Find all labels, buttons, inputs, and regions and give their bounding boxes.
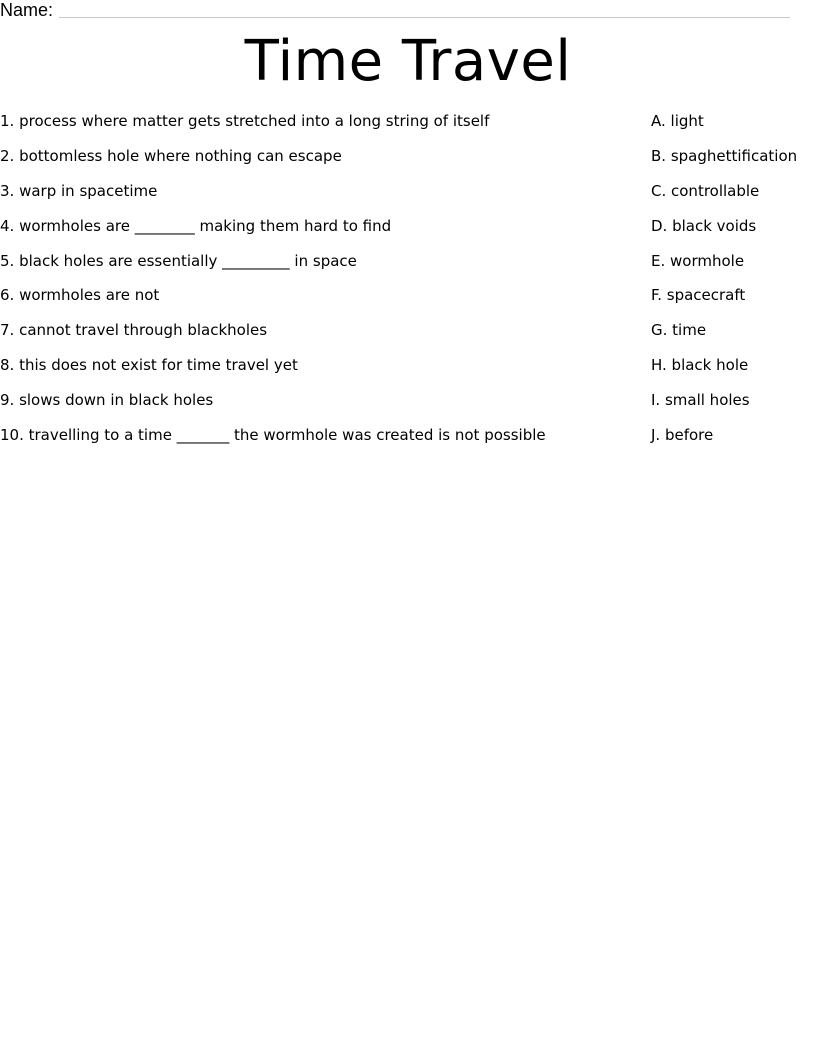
clue-item: 1. process where matter gets stretched into a long string of itself [0, 112, 490, 130]
answer-item: J. before [651, 426, 714, 445]
page-title: Time Travel [244, 29, 572, 94]
answer-item: B. spaghettification [651, 146, 798, 165]
name-label: Name: [0, 0, 54, 20]
clue-item: 9. slows down in black holes [0, 391, 214, 410]
answer-item: G. time [651, 321, 707, 340]
answer-item: H. black hole [651, 356, 749, 375]
clue-item: 10. travelling to a time _______ the wormhole was created is not possible [0, 426, 546, 445]
clue-item: 2. bottomless hole where nothing can escape [0, 146, 342, 165]
name-blank-line[interactable] [59, 17, 790, 18]
clue-item: 5. black holes are essentially _________ in space [0, 251, 357, 270]
answer-item: C. controllable [651, 181, 760, 200]
answer-item: I. small holes [651, 391, 750, 410]
answer-item: F. spacecraft [651, 286, 746, 305]
clue-item: 4. wormholes are ________ making them hard to find [0, 216, 392, 235]
answer-item: E. wormhole [651, 251, 745, 270]
clue-list [0, 104, 630, 453]
clue-item: 7. cannot travel through blackholes [0, 321, 268, 340]
clue-item: 8. this does not exist for time travel yet [0, 356, 298, 375]
answer-list [651, 104, 816, 453]
clue-item: 6. wormholes are not [0, 286, 160, 305]
clue-item: 3. warp in spacetime [0, 181, 158, 200]
name-field-row [0, 0, 790, 22]
answer-item: D. black voids [651, 216, 757, 235]
answer-item: A. light [651, 112, 704, 130]
